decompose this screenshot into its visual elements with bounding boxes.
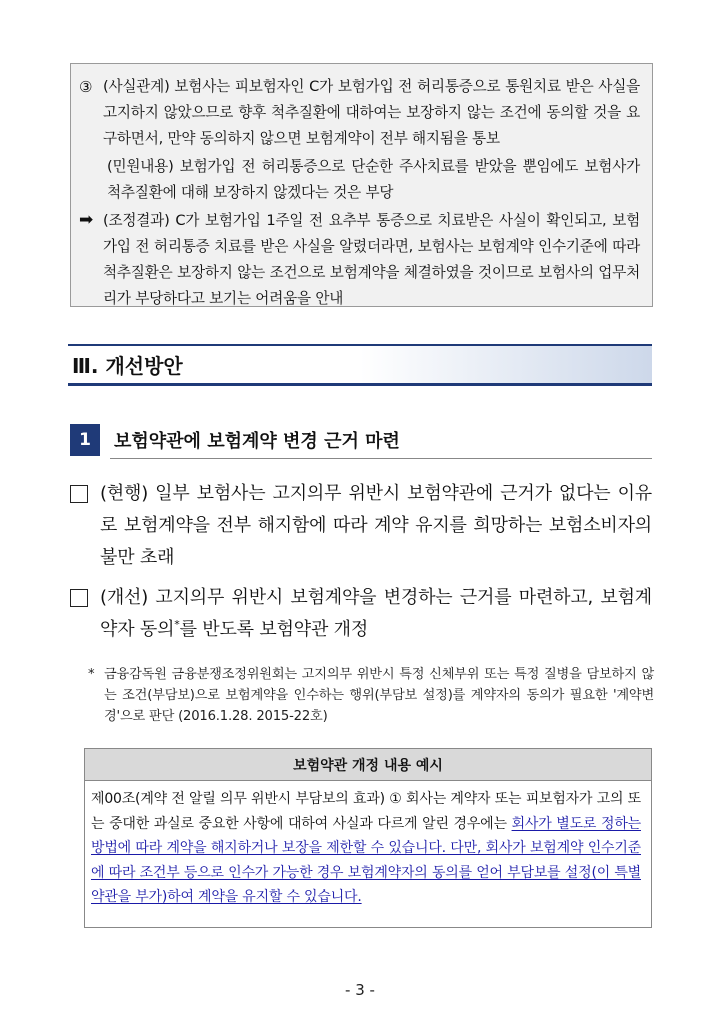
case-complaint bbox=[79, 154, 640, 206]
page-number: - 3 - bbox=[345, 981, 375, 999]
checkbox-square-icon bbox=[70, 485, 88, 503]
circled-number-3: ③ bbox=[79, 78, 93, 96]
bullet-current bbox=[70, 478, 652, 574]
checkbox-square-icon bbox=[70, 589, 88, 607]
case-complaint-text: (민원내용) 보험가입 전 허리통증으로 단순한 주사치료를 받았을 뿐임에도 보험사가 척추질환에 대해 보장하지 않겠다는 것은 부당 bbox=[107, 158, 640, 201]
subsection-underline bbox=[110, 458, 652, 459]
terms-clause-text: 제00조(계약 전 알릴 의무 위반시 부담보의 효과) ① 회사는 계약자 또는 피보험자가 고의 또는 중대한 과실로 중요한 사항에 대하여 사실과 다르게 알린 경우에는 bbox=[91, 791, 641, 832]
subsection-title: 보험약관에 보험계약 변경 근거 마련 bbox=[114, 431, 400, 452]
case-item-3 bbox=[79, 74, 640, 152]
footnote-mark: * bbox=[88, 667, 95, 682]
footnote bbox=[88, 664, 654, 727]
footnote-text: 금융감독원 금융분쟁조정위원회는 고지의무 위반시 특정 신체부위 또는 특정 질병을 담보하지 않는 조건(부담보)으로 보험계약을 인수하는 행위(부담보 설정)를 계약자의 동의가 필요한 '계약변경'으로 판단 (2016.1.28. 2015-22호) bbox=[104, 667, 654, 724]
bullet-improvement-text-a: (개선) 고지의무 위반시 보험계약을 변경하는 근거를 마련하고, 보험계약자 동의 bbox=[100, 587, 652, 640]
bullet-improvement bbox=[70, 582, 652, 646]
bullet-improvement-text-b: 를 반도록 보험약관 개정 bbox=[179, 619, 369, 640]
case-facts-text: (사실관계) 보험사는 피보험자인 C가 보험가입 전 허리통증으로 통원치료 받은 사실을 고지하지 않았으므로 향후 척추질환에 대하여는 보장하지 않는 조건에 동의할 것을 요구하면서, 만약 동의하지 않으면 보험계약이 전부 해지됨을 통보 bbox=[103, 78, 640, 147]
case-example-box bbox=[70, 63, 653, 307]
terms-example-header: 보험약관 개정 내용 예시 bbox=[85, 749, 651, 781]
footnote-star: * bbox=[174, 618, 180, 631]
terms-example-box bbox=[84, 748, 652, 928]
bullet-current-text: (현행) 일부 보험사는 고지의무 위반시 보험약관에 근거가 없다는 이유로 보험계약을 전부 해지함에 따라 계약 유지를 희망하는 보험소비자의 불만 초래 bbox=[100, 483, 652, 568]
terms-clause-highlight: 회사가 별도로 정하는 방법에 따라 계약을 해지하거나 보장을 제한할 수 있습니다. 다만, 회사가 보험계약 인수기준에 따라 조건부 등으로 인수가 가능한 경우 보험계약자의 동의를 얻어 부담보를 설정(이 특별약관을 부가)하여 계약을 유지할 수 있습니다. bbox=[91, 815, 641, 905]
subsection-heading bbox=[70, 423, 652, 457]
section-title: Ⅲ. 개선방안 bbox=[72, 354, 183, 378]
right-arrow-icon: ➡ bbox=[79, 210, 94, 230]
section-heading bbox=[68, 344, 652, 386]
subsection-number: 1 bbox=[70, 424, 100, 456]
bullet-improvement-text bbox=[100, 582, 652, 646]
case-result bbox=[79, 208, 640, 312]
terms-example-body bbox=[85, 781, 651, 910]
case-result-text: (조정결과) C가 보험가입 1주일 전 요추부 통증으로 치료받은 사실이 확인되고, 보험가입 전 허리통증 치료를 받은 사실을 알렸더라면, 보험사는 보험계약 인수기준에 따라 척추질환은 보장하지 않는 조건으로 보험계약을 체결하였을 것이므로 보험사의 업무처리가 부당하다고 보기는 어려움을 안내 bbox=[103, 212, 640, 307]
